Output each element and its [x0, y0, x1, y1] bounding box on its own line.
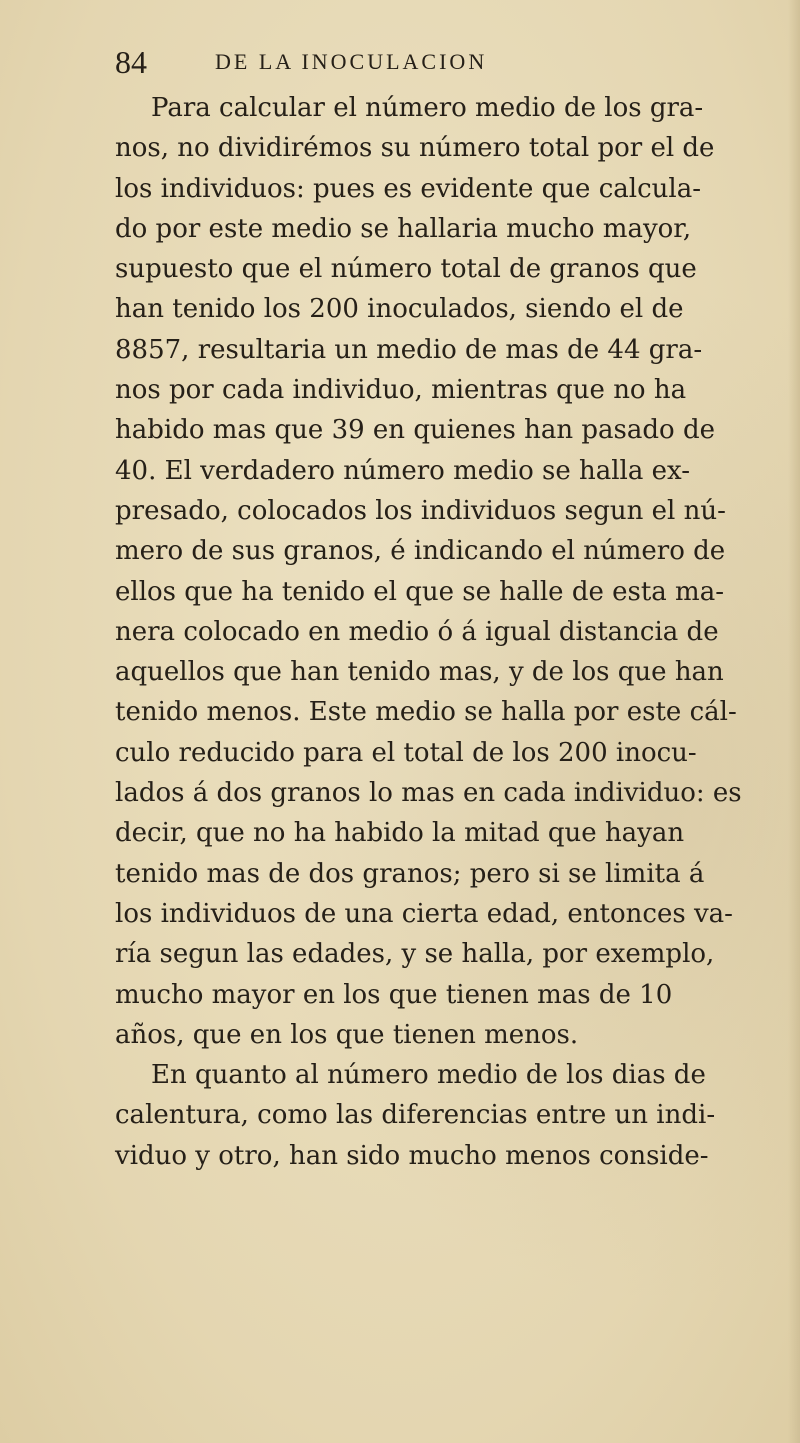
text-line: 40. El verdadero número medio se halla ex- — [115, 455, 691, 486]
text-line: aquellos que han tenido mas, y de los que han — [115, 657, 724, 688]
body-text — [115, 88, 795, 1176]
text-line: han tenido los 200 inoculados, siendo el de — [115, 294, 684, 325]
text-line: nos, no dividirémos su número total por el de — [115, 133, 715, 164]
running-head — [115, 42, 775, 82]
text-line: ría segun las edades, y se halla, por exemplo, — [115, 939, 715, 970]
text-line: nera colocado en medio ó á igual distancia de — [115, 616, 719, 647]
text-line: tenido mas de dos granos; pero si se limita á — [115, 858, 705, 889]
text-line: 8857, resultaria un medio de mas de 44 gra- — [115, 334, 703, 365]
running-title: DE LA INOCULACION — [215, 49, 488, 74]
text-line: tenido menos. Este medio se halla por este cál- — [115, 697, 737, 728]
text-line: habido mas que 39 en quienes han pasado de — [115, 415, 715, 446]
text-line: supuesto que el número total de granos que — [115, 254, 697, 285]
text-line: calentura, como las diferencias entre un indi- — [115, 1100, 716, 1131]
text-line: presado, colocados los individuos segun el nú- — [115, 495, 726, 526]
text-line: Para calcular el número medio de los gra- — [151, 93, 704, 123]
text-line: En quanto al número medio de los dias de — [151, 1060, 706, 1091]
text-line: lados á dos granos lo mas en cada individuo: es — [115, 778, 742, 809]
text-line: los individuos de una cierta edad, entonces va- — [115, 898, 733, 929]
text-line: mero de sus granos, é indicando el número de — [115, 536, 726, 567]
page-number: 84 — [115, 44, 147, 80]
text-line: decir, que no ha habido la mitad que hayan — [115, 818, 685, 849]
text-line: mucho mayor en los que tienen mas de 10 — [115, 979, 673, 1010]
text-line: años, que en los que tienen menos. — [115, 1019, 579, 1050]
text-line: ellos que ha tenido el que se halle de esta ma- — [115, 576, 724, 607]
text-line: nos por cada individuo, mientras que no ha — [115, 375, 687, 406]
text-line: los individuos: pues es evidente que calcula- — [115, 173, 701, 204]
text-line: viduo y otro, han sido mucho menos conside- — [115, 1140, 709, 1171]
text-line: culo reducido para el total de los 200 inocu- — [115, 737, 697, 768]
text-line: do por este medio se hallaria mucho mayor, — [115, 213, 692, 244]
